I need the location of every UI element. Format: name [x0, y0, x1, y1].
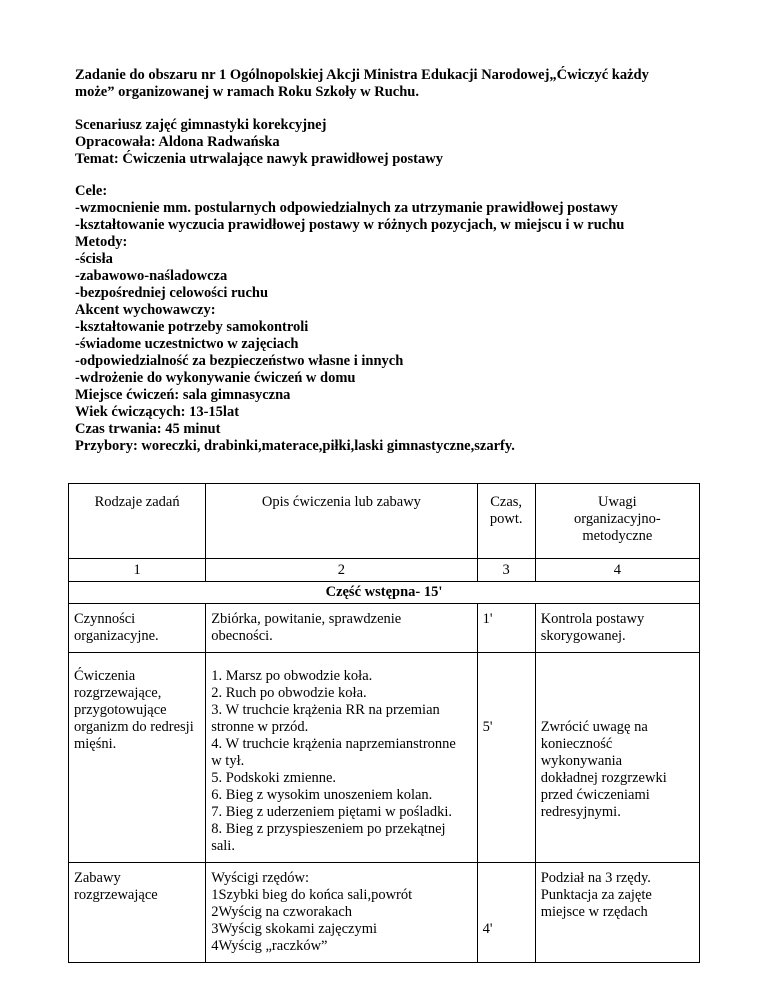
cell-line: mięśni.: [74, 736, 117, 752]
cell-line: Kontrola postawy: [540, 611, 645, 627]
cell-line: dokładnej rozgrzewki: [540, 770, 667, 786]
cell-line: Zwrócić uwagę na: [540, 719, 648, 735]
header-text: Uwagi: [598, 494, 637, 510]
header-text: metodyczne: [582, 528, 653, 544]
lesson-details: [75, 183, 715, 455]
scenario-meta: [75, 117, 715, 168]
cell-line: obecności.: [211, 628, 273, 644]
detail-line: -odpowiedzialność za bezpieczeństwo własne i innych: [75, 353, 404, 369]
detail-line: Przybory: woreczki, drabinki,materace,piłki,laski gimnastyczne,szarfy.: [75, 438, 515, 454]
cell-line: Podział na 3 rzędy.: [540, 870, 651, 886]
cell-line: organizacyjne.: [74, 628, 159, 644]
header-text: Rodzaje zadań: [94, 494, 180, 510]
cell-line: 1. Marsz po obwodzie koła.: [211, 668, 373, 684]
cell-line: przed ćwiczeniami: [540, 787, 650, 803]
cell-line: Ćwiczenia: [74, 668, 136, 684]
cell-line: redresyjnymi.: [540, 804, 621, 820]
cell-line: miejsce w rzędach: [540, 904, 648, 920]
header-text: powt.: [489, 511, 523, 527]
cell-line: Zabawy: [74, 870, 121, 886]
detail-line: -kształtowanie potrzeby samokontroli: [75, 319, 309, 335]
column-number: 1: [69, 559, 206, 582]
header-cell: [69, 484, 206, 559]
cell-line: organizm do redresji: [74, 719, 194, 735]
intro-line: może” organizowanej w ramach Roku Szkoły w Ruchu.: [75, 84, 419, 100]
cell-line: stronne w przód.: [211, 719, 309, 735]
detail-line: Metody:: [75, 234, 128, 250]
task-type-cell: [69, 863, 206, 963]
cell-line: 4Wyścig „raczków”: [211, 938, 328, 954]
header-text: Czas,: [490, 494, 523, 510]
time-cell: [477, 863, 535, 963]
description-cell: [206, 863, 477, 963]
scenario-title: Scenariusz zajęć gimnastyki korekcyjnej: [75, 117, 327, 133]
cell-line: 5. Podskoki zmienne.: [211, 770, 337, 786]
header-cell: [477, 484, 535, 559]
cell-line: w tył.: [211, 753, 245, 769]
detail-line: Akcent wychowawczy:: [75, 302, 216, 318]
table-row: [69, 604, 700, 653]
cell-line: 1Szybki bieg do końca sali,powrót: [211, 887, 413, 903]
header-text: Opis ćwiczenia lub zabawy: [261, 494, 421, 510]
notes-cell: [535, 863, 699, 963]
author-line: Opracowała: Aldona Radwańska: [75, 134, 280, 150]
notes-cell: [535, 604, 699, 653]
cell-line: Wyścigi rzędów:: [211, 870, 309, 886]
cell-line: Czynności: [74, 611, 136, 627]
detail-line: Cele:: [75, 183, 108, 199]
cell-line: 3. W truchcie krążenia RR na przemian: [211, 702, 440, 718]
cell-line: 7. Bieg z uderzeniem piętami w pośladki.: [211, 804, 452, 820]
cell-line: 2Wyścig na czworakach: [211, 904, 353, 920]
cell-line: 2. Ruch po obwodzie koła.: [211, 685, 367, 701]
table-row: [69, 653, 700, 863]
cell-line: 5': [482, 719, 493, 735]
cell-line: konieczność: [540, 736, 613, 752]
detail-line: Miejsce ćwiczeń: sala gimnasyczna: [75, 387, 291, 403]
detail-line: -kształtowanie wyczucia prawidłowej postawy w różnych pozycjach, w miejscu i w ruchu: [75, 217, 625, 233]
section-row: [69, 582, 700, 604]
time-cell: [477, 653, 535, 863]
table-row: [69, 863, 700, 963]
detail-line: -świadome uczestnictwo w zajęciach: [75, 336, 299, 352]
detail-line: Czas trwania: 45 minut: [75, 421, 221, 437]
cell-line: Zbiórka, powitanie, sprawdzenie: [211, 611, 402, 627]
cell-line: 1': [482, 611, 493, 627]
description-cell: [206, 604, 477, 653]
cell-line: Punktacja za zajęte: [540, 887, 652, 903]
column-number-row: [69, 559, 700, 582]
cell-line: wykonywania: [540, 753, 623, 769]
cell-line: 3Wyścig skokami zajęczymi: [211, 921, 378, 937]
detail-line: -wzmocnienie mm. postularnych odpowiedzialnych za utrzymanie prawidłowej postawy: [75, 200, 618, 216]
cell-line: sali.: [211, 838, 235, 854]
detail-line: -zabawowo-naśladowcza: [75, 268, 228, 284]
table-header-row: [69, 484, 700, 559]
cell-line: rozgrzewające: [74, 887, 158, 903]
time-cell: [477, 604, 535, 653]
cell-line: 4. W truchcie krążenia naprzemianstronne: [211, 736, 456, 752]
header-text: organizacyjno-: [574, 511, 661, 527]
detail-line: -ścisła: [75, 251, 113, 267]
column-number: 4: [535, 559, 699, 582]
description-cell: [206, 653, 477, 863]
cell-line: skorygowanej.: [540, 628, 626, 644]
topic-line: Temat: Ćwiczenia utrwalające nawyk prawidłowej postawy: [75, 151, 443, 167]
detail-line: Wiek ćwiczących: 13-15lat: [75, 404, 240, 420]
detail-line: -bezpośredniej celowości ruchu: [75, 285, 269, 301]
intro-line: Zadanie do obszaru nr 1 Ogólnopolskiej Akcji Ministra Edukacji Narodowej„Ćwiczyć każdy: [75, 67, 649, 83]
header-cell: [206, 484, 477, 559]
task-type-cell: [69, 653, 206, 863]
cell-line: przygotowujące: [74, 702, 167, 718]
cell-line: rozgrzewające,: [74, 685, 162, 701]
header-cell: [535, 484, 699, 559]
cell-line: 6. Bieg z wysokim unoszeniem kolan.: [211, 787, 433, 803]
section-title: Część wstępna- 15': [69, 582, 700, 604]
cell-line: 4': [482, 921, 493, 937]
column-number: 3: [477, 559, 535, 582]
notes-cell: [535, 653, 699, 863]
cell-line: 8. Bieg z przyspieszeniem po przekątnej: [211, 821, 446, 837]
lesson-table: [68, 483, 700, 963]
detail-line: -wdrożenie do wykonywanie ćwiczeń w domu: [75, 370, 356, 386]
task-type-cell: [69, 604, 206, 653]
intro-heading: [75, 67, 715, 101]
column-number: 2: [206, 559, 477, 582]
